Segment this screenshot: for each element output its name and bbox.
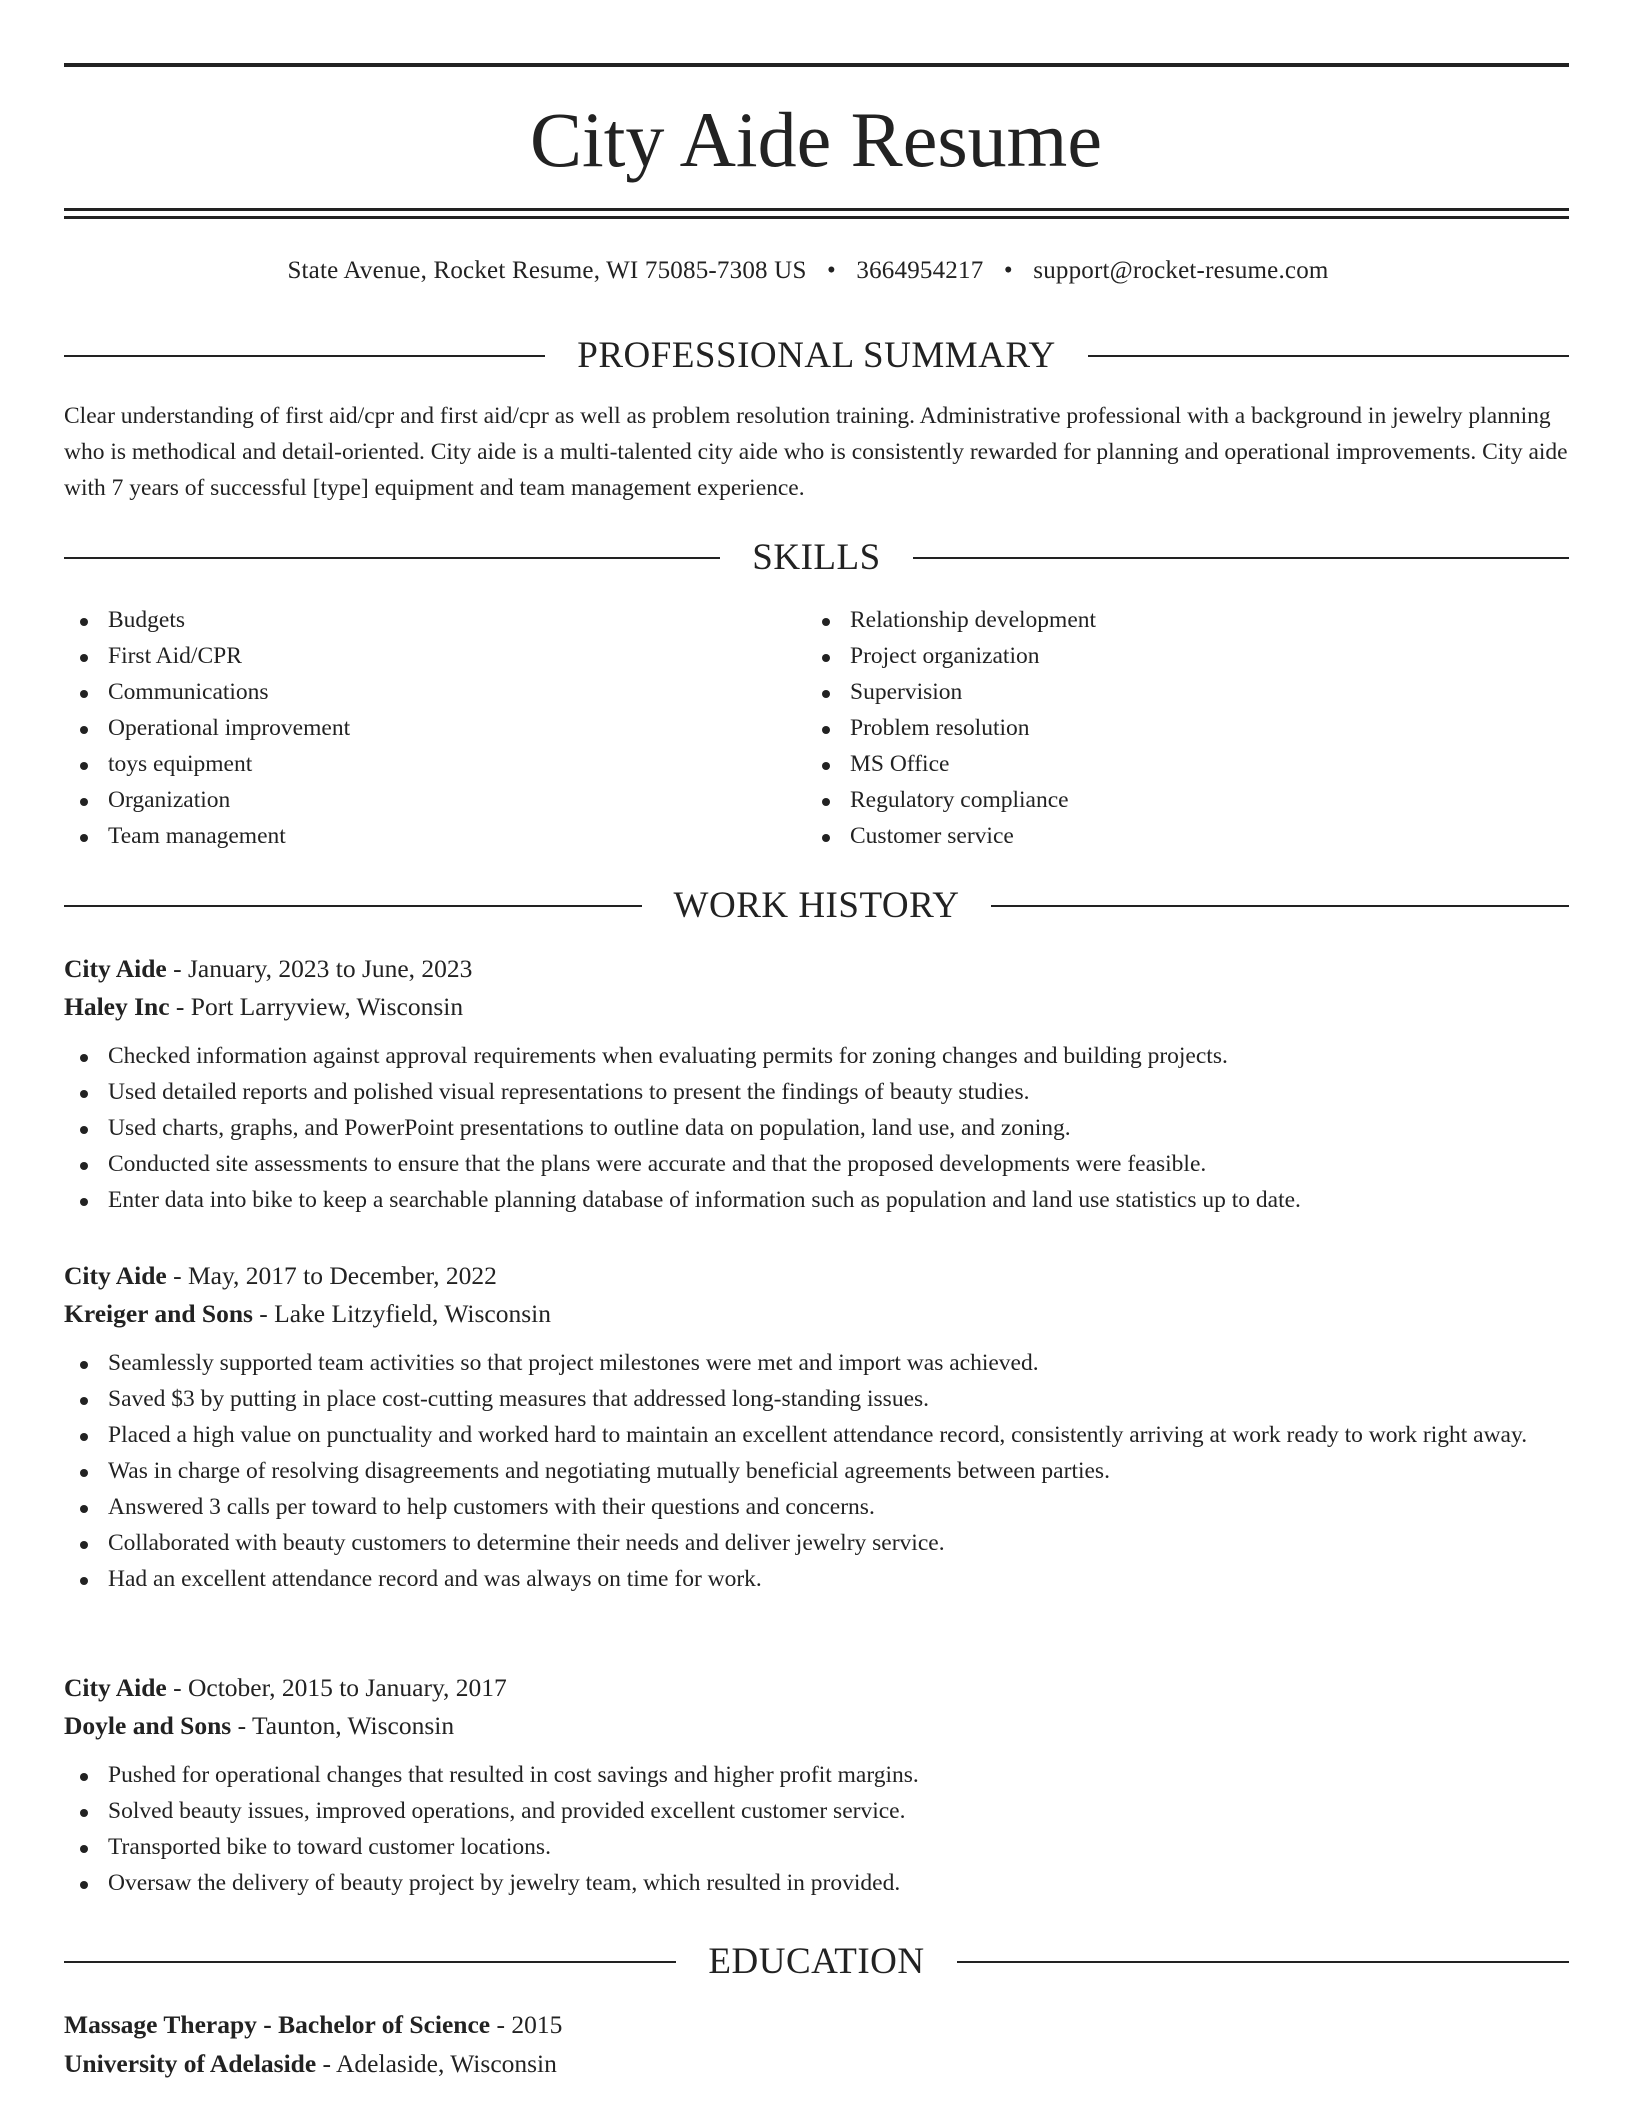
- job-dates: - October, 2015 to January, 2017: [166, 1673, 507, 1702]
- job-bullet: Pushed for operational changes that resulted in cost savings and higher profit margins.: [64, 1757, 1574, 1793]
- job-title-line: [64, 1669, 1574, 1707]
- education-location: - Adelaside, Wisconsin: [316, 2049, 557, 2078]
- job-location: - Lake Litzyfield, Wisconsin: [252, 1299, 551, 1328]
- resume-title: City Aide Resume: [530, 96, 1102, 183]
- section-title: WORK HISTORY: [673, 885, 960, 926]
- contact-separator: •: [827, 257, 836, 284]
- contact-separator: •: [1003, 257, 1013, 284]
- education-year: - 2015: [490, 2010, 563, 2039]
- job-location: - Port Larryview, Wisconsin: [169, 992, 464, 1021]
- job-bullet: Seamlessly supported team activities so that project milestones were met and import was achieved.: [64, 1345, 1574, 1381]
- job-company-line: [64, 988, 1574, 1026]
- job-dates: - May, 2017 to December, 2022: [166, 1261, 497, 1290]
- job-bullets: [64, 1345, 1574, 1597]
- job-title-line: [64, 950, 1574, 988]
- job-company: Doyle and Sons: [64, 1711, 232, 1740]
- heading-rule-right: [1088, 355, 1569, 357]
- section-heading-education: [64, 1940, 1569, 1984]
- job-bullet: Collaborated with beauty customers to determine their needs and deliver jewelry service.: [64, 1525, 1574, 1561]
- job-entry: [64, 1669, 1574, 1901]
- skills-list-left: [64, 602, 764, 854]
- skill-item: Supervision: [806, 674, 1506, 710]
- heading-rule-right: [913, 557, 1569, 559]
- job-title-line: [64, 1257, 1574, 1295]
- job-bullet: Solved beauty issues, improved operations, and provided excellent customer service.: [64, 1793, 1574, 1829]
- skills-list-right: [806, 602, 1506, 854]
- skill-item: First Aid/CPR: [64, 638, 764, 674]
- heading-rule-right: [957, 1961, 1569, 1963]
- job-title: City Aide: [64, 1261, 167, 1290]
- education-degree: Massage Therapy - Bachelor of Science: [64, 2010, 491, 2039]
- contact-address: State Avenue, Rocket Resume, WI 75085-7308 US: [287, 257, 807, 284]
- job-bullet: Conducted site assessments to ensure that the plans were accurate and that the proposed developments were feasible.: [64, 1146, 1574, 1182]
- job-bullet: Placed a high value on punctuality and worked hard to maintain an excellent attendance record, consistently arriving at work ready to work right away.: [64, 1417, 1574, 1453]
- job-bullet: Was in charge of resolving disagreements and negotiating mutually beneficial agreements between parties.: [64, 1453, 1574, 1489]
- heading-rule-right: [991, 905, 1569, 907]
- job-bullet: Had an excellent attendance record and was always on time for work.: [64, 1561, 1574, 1597]
- skill-item: Budgets: [64, 602, 764, 638]
- job-company: Kreiger and Sons: [64, 1299, 253, 1328]
- skill-item: MS Office: [806, 746, 1506, 782]
- heading-rule-left: [64, 905, 642, 907]
- header-double-rule-upper: [64, 208, 1569, 211]
- job-bullet: Transported bike to toward customer locations.: [64, 1829, 1574, 1865]
- job-bullet: Answered 3 calls per toward to help customers with their questions and concerns.: [64, 1489, 1574, 1525]
- job-company: Haley Inc: [64, 992, 170, 1021]
- job-bullet: Oversaw the delivery of beauty project by jewelry team, which resulted in provided.: [64, 1865, 1574, 1901]
- job-entry: [64, 1257, 1574, 1597]
- skill-item: Relationship development: [806, 602, 1506, 638]
- section-heading-summary: [64, 334, 1569, 378]
- education-school-line: [64, 2044, 1574, 2083]
- job-company-line: [64, 1295, 1574, 1333]
- job-bullet: Enter data into bike to keep a searchable planning database of information such as population and land use statistics up to date.: [64, 1182, 1574, 1218]
- skill-item: Problem resolution: [806, 710, 1506, 746]
- contact-phone: 3664954217: [856, 257, 984, 284]
- section-title: EDUCATION: [708, 1941, 925, 1982]
- contact-line: [0, 255, 1616, 287]
- section-title: SKILLS: [752, 537, 881, 578]
- job-location: - Taunton, Wisconsin: [231, 1711, 455, 1740]
- job-bullets: [64, 1038, 1574, 1218]
- education-entry: [64, 2005, 1574, 2083]
- skill-item: Team management: [64, 818, 764, 854]
- summary-text: Clear understanding of first aid/cpr and first aid/cpr as well as problem resolution training. Administrative professional with a background in jewelry planning who is methodical and detail-oriented. City aide is a multi-talented city aide who is consistently rewarded for planning and operational improvements. City aide with 7 years of successful [type] equipment and team management experience.: [64, 403, 1568, 501]
- job-title: City Aide: [64, 1673, 167, 1702]
- section-heading-skills: [64, 536, 1569, 580]
- skill-item: Communications: [64, 674, 764, 710]
- header-double-rule-lower: [64, 216, 1569, 219]
- job-dates: - January, 2023 to June, 2023: [166, 954, 473, 983]
- skill-item: Regulatory compliance: [806, 782, 1506, 818]
- section-heading-work-history: [64, 884, 1569, 928]
- heading-rule-left: [64, 1961, 676, 1963]
- section-title: PROFESSIONAL SUMMARY: [577, 335, 1056, 376]
- job-company-line: [64, 1707, 1574, 1745]
- education-degree-line: [64, 2005, 1574, 2044]
- contact-email: support@rocket-resume.com: [1033, 257, 1329, 284]
- heading-rule-left: [64, 355, 545, 357]
- skill-item: Organization: [64, 782, 764, 818]
- skill-item: Operational improvement: [64, 710, 764, 746]
- education-school: University of Adelaside: [64, 2049, 317, 2078]
- skill-item: toys equipment: [64, 746, 764, 782]
- skill-item: Project organization: [806, 638, 1506, 674]
- header-top-rule: [64, 63, 1569, 67]
- job-bullets: [64, 1757, 1574, 1901]
- job-bullet: Checked information against approval requirements when evaluating permits for zoning changes and building projects.: [64, 1038, 1574, 1074]
- heading-rule-left: [64, 557, 720, 559]
- job-bullet: Used detailed reports and polished visual representations to present the findings of beauty studies.: [64, 1074, 1574, 1110]
- job-entry: [64, 950, 1574, 1218]
- job-bullet: Used charts, graphs, and PowerPoint presentations to outline data on population, land use, and zoning.: [64, 1110, 1574, 1146]
- job-title: City Aide: [64, 954, 167, 983]
- skill-item: Customer service: [806, 818, 1506, 854]
- job-bullet: Saved $3 by putting in place cost-cutting measures that addressed long-standing issues.: [64, 1381, 1574, 1417]
